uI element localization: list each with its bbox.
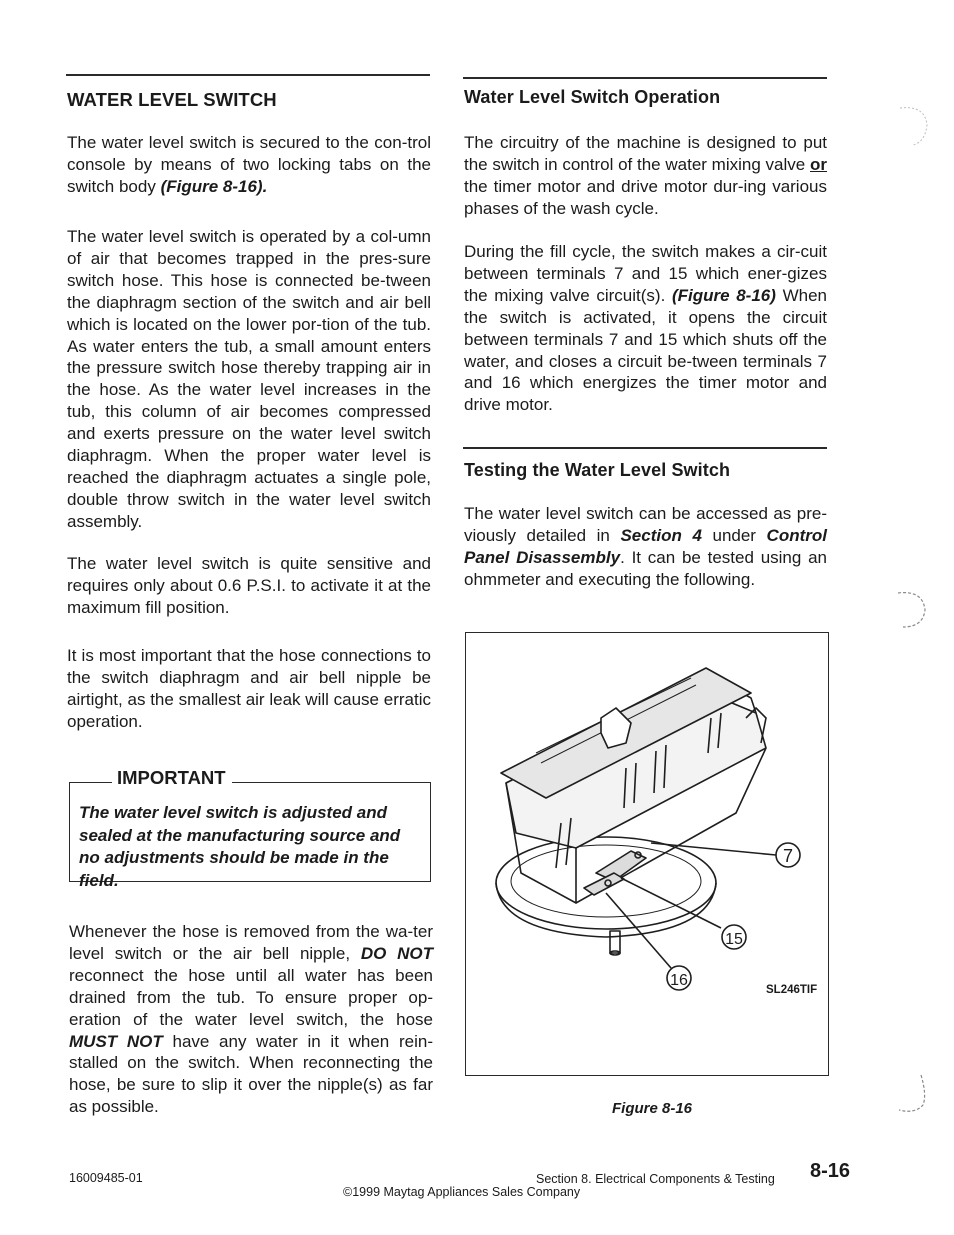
document-number: 16009485-01: [69, 1171, 143, 1185]
important-text: The water level switch is adjusted and sealed at the manufacturing source and no adjustments should be made in the field.: [79, 803, 401, 890]
left-top-rule: [66, 74, 430, 76]
figure-caption: Figure 8-16: [612, 1100, 693, 1117]
paragraph-airtight: It is most important that the hose connections to the switch diaphragm and air bell nipple be airtight, as the smallest air leak will cause erratic operation.: [67, 646, 431, 731]
hose-text-3: have any water in it when rein-stalled on the switch. When reconnecting the hose, be sure to slip it over the nipple(s) as far as possible.: [69, 1031, 433, 1117]
paragraph-circuitry: [464, 132, 827, 220]
paragraph-hose-reconnect: [69, 921, 433, 1118]
footer-section: Section 8. Electrical Components & Testing: [536, 1172, 775, 1186]
section-heading-testing: Testing the Water Level Switch: [464, 460, 731, 480]
important-label: IMPORTANT: [117, 767, 226, 788]
callout-label-16: 16: [670, 972, 688, 989]
section-4-reference: Section 4: [620, 525, 702, 545]
callout-label-7: 7: [782, 846, 794, 866]
section-heading-water-level-switch: WATER LEVEL SWITCH: [67, 89, 277, 110]
paragraph-testing: [464, 503, 827, 591]
paragraph-mounting: [67, 132, 431, 198]
hose-text-1: Whenever the hose is removed from the wa-ter level switch or the air bell nipple,: [69, 922, 433, 963]
right-middle-rule: [463, 447, 827, 449]
figure-reference-2: (Figure 8-16): [671, 285, 776, 305]
testing-text-2: under: [712, 525, 756, 545]
page-number: 8-16: [810, 1160, 851, 1182]
control-panel-reference: Control Panel Disassembly: [464, 525, 827, 567]
binder-hole-mark-bottom: [893, 1070, 933, 1120]
testing-text-3: . It can be tested using an ohmmeter and executing the following.: [464, 547, 828, 589]
callout-label-15: 15: [725, 931, 743, 948]
water-level-switch-illustration: [466, 633, 826, 1073]
figure-code: SL246TIF: [766, 984, 818, 996]
section-heading-switch-operation: Water Level Switch Operation: [464, 87, 721, 107]
do-not-emphasis: DO NOT: [360, 943, 434, 963]
footer-copyright: ©1999 Maytag Appliances Sales Company: [343, 1185, 581, 1199]
right-top-rule: [463, 77, 827, 79]
figure-reference: (Figure 8-16).: [160, 176, 268, 196]
testing-text-1: The water level switch can be accessed as pre-viously detailed in: [464, 504, 827, 545]
fill-cycle-text-2: When the switch is activated, it opens the circuit between terminals 7 and 15 which shuts off the water, and closes a circuit be-tween terminals 7 and 16 which energizes the timer motor and drive motor.: [464, 285, 827, 415]
binder-hole-mark-middle: [893, 585, 933, 635]
circuitry-text-1: The circuitry of the machine is designed to put the switch in control of the water mixing valve: [464, 133, 827, 174]
paragraph-fill-cycle: [464, 241, 827, 416]
hose-nipple: [610, 931, 620, 953]
leader-line-7: [651, 843, 776, 855]
fill-cycle-text-1: During the fill cycle, the switch makes a cir-cuit between terminals 7 and 15 which ener-gizes the mixing valve circuit(s).: [464, 242, 827, 305]
hose-text-2: reconnect the hose until all water has been drained from the tub. To ensure proper op-eration of the water level switch, the hose: [69, 965, 433, 1029]
paragraph-sensitivity: The water level switch is quite sensitive and requires only about 0.6 P.S.I. to activate it at the maximum fill position.: [67, 554, 431, 617]
paragraph-operation: The water level switch is operated by a col-umn of air that becomes trapped in the pres-sure switch hose. This hose is connected be-tween the diaphragm section of the switch and air bell which is located on the lower por-tion of the tub. As water enters the tub, a small amount enters the pressure switch hose thereby trapping air in the hose. As the water level increases in the tub, this column of air becomes compressed and exerts pressure on the water level switch diaphragm. When the proper water level is reached the diaphragm actuates a single pole, double throw switch in the water level switch assembly.: [67, 227, 431, 531]
circuitry-text-2: the timer motor and drive motor dur-ing various phases of the wash cycle.: [464, 176, 827, 218]
binder-hole-mark-top: [895, 100, 935, 150]
paragraph-mounting-text: The water level switch is secured to the con-trol console by means of two locking tabs on the switch body: [67, 133, 431, 196]
must-not-emphasis: MUST NOT: [69, 1031, 163, 1051]
or-emphasis: or: [810, 154, 827, 174]
